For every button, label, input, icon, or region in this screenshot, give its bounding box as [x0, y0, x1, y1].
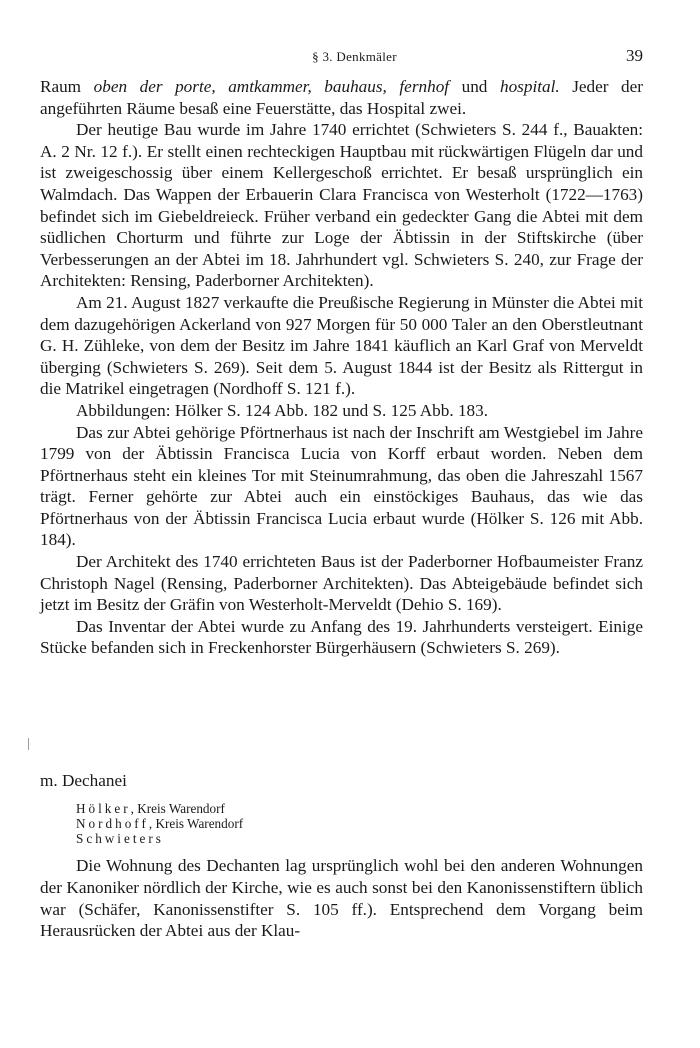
body-text	[40, 76, 643, 659]
section-heading: m. Dechanei	[40, 771, 127, 790]
section-paragraph: Die Wohnung des Dechanten lag ursprünglich wohl bei den anderen Wohnungen der Kanoniker nördlich der Kirche, wie es auch sonst bei den Kanonissenstiftern üblich war (Schäfer, Kanonissenstifter S. 105 ff.). Entsprechend dem Vorgang beim Herausrücken der Abtei aus der Klau-	[40, 856, 643, 941]
paragraph-text: Der Architekt des 1740 errichteten Baus ist der Paderborner Hofbaumeister Franz Christoph Nagel (Rensing, Paderborner Architekten). Das Abteigebäude befindet sich jetzt im Besitz der Gräfin von Westerholt-Merveldt (Dehio S. 169).	[40, 552, 643, 615]
page-number: 39	[626, 46, 643, 65]
reference-place: , Kreis Warendorf	[130, 800, 225, 816]
paragraph-text: Der heutige Bau wurde im Jahre 1740 errichtet (Schwieters S. 244 f., Bauakten: A. 2 Nr. 12 f.). Er stellt einen rechteckigen Hauptbau mit rückwärtigen Flügeln dar und ist zweigeschossig über einem Kellergeschoß errichtet. Er besaß ursprünglich ein Walmdach. Das Wappen der Erbauerin Clara Francisca von Westerholt (1722—1763) befindet sich im Giebeldreieck. Früher verband ein gedeckter Gang die Abtei mit dem südlichen Chorturm und führte zur Loge der Äbtissin in der Stiftskirche (über Verbesserungen an der Abtei im 18. Jahrhundert vgl. Schwieters S. 240, zur Frage der Architekten: Rensing, Paderborner Architekten).	[40, 120, 643, 291]
body-paragraph	[40, 119, 643, 292]
paragraph-text: und	[449, 77, 500, 96]
paragraph-text: Das zur Abtei gehörige Pförtnerhaus ist nach der Inschrift am Westgiebel im Jahre 1799 von der Äbtissin Francisca Lucia von Korff erbaut worden. Neben dem Pförtnerhaus steht ein kleines Tor mit Steinumrahmung, das oben die Jahreszahl 1567 trägt. Ferner gehörte zur Abtei auch ein einstöckiges Bauhaus, das wie das Pförtnerhaus von der Äbtissin Francisca Lucia erbaut wurde (Hölker S. 126 mit Abb. 184).	[40, 422, 643, 550]
section-dechanei	[40, 770, 643, 942]
body-paragraph	[40, 400, 643, 422]
body-paragraph	[40, 551, 643, 616]
paragraph-text: Das Inventar der Abtei wurde zu Anfang des 19. Jahrhunderts versteigert. Einige Stücke befanden sich in Freckenhorster Bürgerhäusern (Schwieters S. 269).	[40, 616, 643, 658]
body-paragraph	[40, 292, 643, 400]
body-paragraph	[40, 422, 643, 552]
running-head: § 3. Denkmäler	[312, 49, 397, 64]
reference-item	[76, 816, 643, 831]
page-header	[66, 46, 643, 68]
paragraph-text: Am 21. August 1827 verkaufte die Preußische Regierung in Münster die Abtei mit dem dazugehörigen Ackerland von 927 Morgen für 50 000 Taler an den Oberstleutnant G. H. Zühleke, von dem der Besitz im Jahre 1841 käuflich an Karl Graf von Merveldt überging (Schwieters S. 269). Seit dem 5. August 1844 ist der Besitz als Rittergut in die Matrikel eingetragen (Nordhoff S. 121 f.).	[40, 292, 643, 399]
margin-mark	[28, 738, 29, 750]
reference-item	[76, 831, 643, 846]
reference-list	[76, 801, 643, 847]
reference-item	[76, 801, 643, 816]
reference-author: Hölker	[76, 800, 131, 816]
paragraph-text: Jeder der angeführten Räume besaß eine Feuerstätte, das Hospital zwei.	[40, 77, 643, 118]
paragraph-text: Raum	[40, 77, 94, 96]
body-paragraph	[40, 616, 643, 659]
reference-author: Schwieters	[76, 831, 164, 847]
reference-author: Nordhoff	[76, 815, 149, 831]
paragraph-text: Abbildungen: Hölker S. 124 Abb. 182 und S. 125 Abb. 183.	[76, 400, 489, 420]
italic-text: hospital.	[499, 77, 560, 96]
italic-text: oben der porte, amtkammer, bauhaus, fernhof	[93, 77, 450, 96]
body-paragraph	[40, 76, 643, 119]
reference-place: , Kreis Warendorf	[148, 815, 244, 831]
